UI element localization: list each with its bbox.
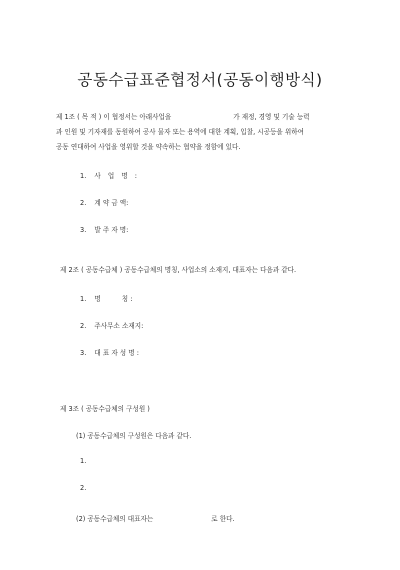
item-label: 계 약 금 액:: [94, 199, 129, 207]
article-1-line-2: 과 인원 및 기자재를 동원하여 공사 물자 또는 용역에 대한 계획, 입찰, 시공등을 위하여: [56, 128, 305, 136]
article-1-paragraph: [56, 110, 346, 155]
article-1-line-1: [56, 110, 346, 125]
article-1-line-1-end: 가 재정, 경영 및 기술 능력: [233, 113, 310, 121]
article-1-item-2: [80, 197, 128, 207]
article-1-item-1: [80, 170, 140, 180]
item-label: 발 주 자 명:: [94, 226, 129, 234]
document-title: 공동수급표준협정서(공동이행방식): [77, 71, 323, 89]
representative-clause-start: (2) 공동수급체의 대표자는: [76, 515, 154, 523]
article-2-item-2: [80, 320, 143, 330]
article-2-item-3: [80, 347, 139, 357]
member-line-1: 1.: [80, 457, 87, 465]
article-1-item-3: [80, 224, 128, 234]
item-number: 2.: [80, 322, 87, 330]
article-3-heading: 제 3조 ( 공동수급체의 구성원 ): [60, 405, 150, 413]
article-2-heading: 제 2조 ( 공동수급체 ) 공동수급체의 명칭, 사업소의 소재지, 대표자는 다음과 같다.: [60, 266, 297, 274]
item-number: 1.: [80, 295, 87, 303]
article-3-sub-2: [76, 513, 235, 523]
member-line-2: 2.: [80, 484, 87, 492]
item-number: 2.: [80, 199, 87, 207]
article-2-item-1: [80, 293, 132, 303]
item-number: 3.: [80, 349, 87, 357]
item-number: 1.: [80, 172, 87, 180]
item-label: 명 칭 :: [94, 295, 133, 303]
article-3-sub-1: (1) 공동수급체의 구성원은 다음과 같다.: [76, 432, 192, 440]
representative-clause-end: 로 한다.: [211, 515, 235, 523]
article-1-line-3: 공동 연대하여 사업을 영위할 것을 약속하는 협약을 정함에 있다.: [56, 143, 241, 151]
article-1-line-1-start: 제 1조 ( 목 적 ) 이 협정서는 아래사업을: [56, 113, 172, 121]
item-label: 주사무소 소재지:: [94, 322, 144, 330]
item-label: 대 표 자 성 명 :: [94, 349, 139, 357]
item-label: 사 업 명 :: [94, 172, 140, 180]
item-number: 3.: [80, 226, 87, 234]
